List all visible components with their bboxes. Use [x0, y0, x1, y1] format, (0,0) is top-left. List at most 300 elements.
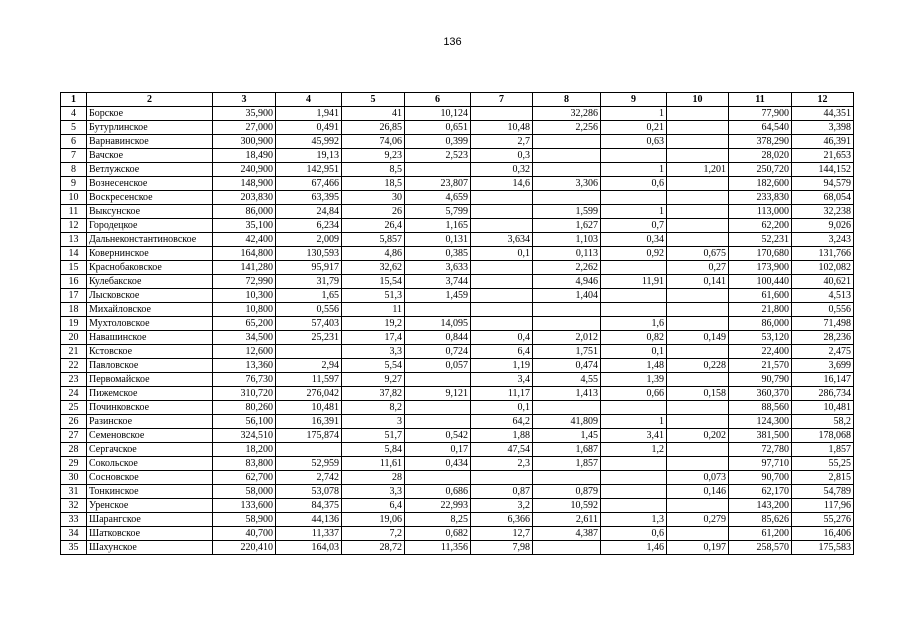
value-cell: 324,510: [213, 429, 276, 443]
table-row: [61, 121, 854, 135]
value-cell: 0,399: [405, 135, 471, 149]
district-name-cell: Шатковское: [87, 527, 213, 541]
table-row: [61, 149, 854, 163]
value-cell: 124,300: [729, 415, 792, 429]
row-number-cell: 7: [61, 149, 87, 163]
value-cell: 0,3: [471, 149, 533, 163]
value-cell: [471, 219, 533, 233]
value-cell: 19,06: [342, 513, 405, 527]
value-cell: 4,946: [533, 275, 601, 289]
district-name-cell: Первомайское: [87, 373, 213, 387]
row-number-cell: 12: [61, 219, 87, 233]
value-cell: 4,86: [342, 247, 405, 261]
value-cell: 1,165: [405, 219, 471, 233]
value-cell: 76,730: [213, 373, 276, 387]
row-number-cell: 22: [61, 359, 87, 373]
value-cell: 31,79: [276, 275, 342, 289]
value-cell: 11: [342, 303, 405, 317]
value-cell: 310,720: [213, 387, 276, 401]
value-cell: 12,7: [471, 527, 533, 541]
table-row: [61, 205, 854, 219]
value-cell: 3,2: [471, 499, 533, 513]
table-row: [61, 219, 854, 233]
value-cell: 21,800: [729, 303, 792, 317]
value-cell: 19,13: [276, 149, 342, 163]
value-cell: [667, 107, 729, 121]
row-number-cell: 26: [61, 415, 87, 429]
column-header-7: 7: [471, 93, 533, 107]
table-row: [61, 471, 854, 485]
value-cell: [601, 303, 667, 317]
value-cell: 11,17: [471, 387, 533, 401]
value-cell: 131,766: [792, 247, 854, 261]
column-header-3: 3: [213, 93, 276, 107]
value-cell: [667, 149, 729, 163]
value-cell: 63,395: [276, 191, 342, 205]
value-cell: 113,000: [729, 205, 792, 219]
row-number-cell: 16: [61, 275, 87, 289]
value-cell: 6,4: [471, 345, 533, 359]
value-cell: 3,634: [471, 233, 533, 247]
value-cell: 27,000: [213, 121, 276, 135]
value-cell: 62,170: [729, 485, 792, 499]
value-cell: 0,724: [405, 345, 471, 359]
value-cell: [533, 317, 601, 331]
value-cell: 203,830: [213, 191, 276, 205]
value-cell: 143,200: [729, 499, 792, 513]
value-cell: 58,000: [213, 485, 276, 499]
district-name-cell: Михайловское: [87, 303, 213, 317]
value-cell: 164,800: [213, 247, 276, 261]
value-cell: 5,84: [342, 443, 405, 457]
value-cell: 6,4: [342, 499, 405, 513]
district-name-cell: Выксунское: [87, 205, 213, 219]
value-cell: [533, 303, 601, 317]
table-row: [61, 541, 854, 555]
value-cell: 54,789: [792, 485, 854, 499]
data-table: [60, 92, 854, 555]
value-cell: 2,94: [276, 359, 342, 373]
value-cell: 2,742: [276, 471, 342, 485]
district-name-cell: Навашинское: [87, 331, 213, 345]
value-cell: 7,2: [342, 527, 405, 541]
value-cell: 173,900: [729, 261, 792, 275]
value-cell: 6,234: [276, 219, 342, 233]
value-cell: 28: [342, 471, 405, 485]
value-cell: 42,400: [213, 233, 276, 247]
table-row: [61, 303, 854, 317]
value-cell: [533, 135, 601, 149]
value-cell: [533, 163, 601, 177]
row-number-cell: 31: [61, 485, 87, 499]
value-cell: 1,857: [792, 443, 854, 457]
value-cell: 1,751: [533, 345, 601, 359]
value-cell: 30: [342, 191, 405, 205]
value-cell: 381,500: [729, 429, 792, 443]
value-cell: [667, 415, 729, 429]
table-row: [61, 429, 854, 443]
value-cell: 1,88: [471, 429, 533, 443]
value-cell: 1,413: [533, 387, 601, 401]
district-name-cell: Борское: [87, 107, 213, 121]
value-cell: 164,03: [276, 541, 342, 555]
row-number-cell: 15: [61, 261, 87, 275]
value-cell: 24,84: [276, 205, 342, 219]
value-cell: 1,46: [601, 541, 667, 555]
value-cell: 3,41: [601, 429, 667, 443]
value-cell: 95,917: [276, 261, 342, 275]
row-number-cell: 17: [61, 289, 87, 303]
table-row: [61, 513, 854, 527]
value-cell: 1,48: [601, 359, 667, 373]
district-name-cell: Семеновское: [87, 429, 213, 443]
value-cell: 0,682: [405, 527, 471, 541]
value-cell: 250,720: [729, 163, 792, 177]
district-name-cell: Сергачское: [87, 443, 213, 457]
value-cell: 52,959: [276, 457, 342, 471]
value-cell: 0,6: [601, 527, 667, 541]
value-cell: 84,375: [276, 499, 342, 513]
value-cell: 0,202: [667, 429, 729, 443]
value-cell: [471, 317, 533, 331]
value-cell: 0,675: [667, 247, 729, 261]
value-cell: 175,583: [792, 541, 854, 555]
value-cell: 0,434: [405, 457, 471, 471]
value-cell: 55,25: [792, 457, 854, 471]
value-cell: [533, 471, 601, 485]
value-cell: 2,262: [533, 261, 601, 275]
value-cell: 0,146: [667, 485, 729, 499]
table-row: [61, 331, 854, 345]
value-cell: 1,687: [533, 443, 601, 457]
district-name-cell: Ветлужское: [87, 163, 213, 177]
value-cell: 0,879: [533, 485, 601, 499]
value-cell: 53,120: [729, 331, 792, 345]
value-cell: 26: [342, 205, 405, 219]
value-cell: 378,290: [729, 135, 792, 149]
value-cell: 1,45: [533, 429, 601, 443]
value-cell: [405, 303, 471, 317]
value-cell: 10,592: [533, 499, 601, 513]
value-cell: 102,082: [792, 261, 854, 275]
value-cell: 47,54: [471, 443, 533, 457]
value-cell: 35,900: [213, 107, 276, 121]
table-row: [61, 135, 854, 149]
value-cell: 4,659: [405, 191, 471, 205]
row-number-cell: 29: [61, 457, 87, 471]
value-cell: 28,72: [342, 541, 405, 555]
value-cell: 0,7: [601, 219, 667, 233]
value-cell: 15,54: [342, 275, 405, 289]
row-number-cell: 28: [61, 443, 87, 457]
district-name-cell: Павловское: [87, 359, 213, 373]
table-body: [61, 107, 854, 555]
value-cell: [667, 177, 729, 191]
value-cell: [601, 191, 667, 205]
value-cell: 0,63: [601, 135, 667, 149]
value-cell: 10,481: [792, 401, 854, 415]
value-cell: [471, 191, 533, 205]
value-cell: 10,124: [405, 107, 471, 121]
row-number-cell: 19: [61, 317, 87, 331]
value-cell: [471, 471, 533, 485]
value-cell: 1,459: [405, 289, 471, 303]
value-cell: [667, 401, 729, 415]
value-cell: 5,857: [342, 233, 405, 247]
value-cell: [405, 401, 471, 415]
value-cell: 2,475: [792, 345, 854, 359]
row-number-cell: 24: [61, 387, 87, 401]
value-cell: [533, 541, 601, 555]
value-cell: 1: [601, 107, 667, 121]
value-cell: 1: [601, 163, 667, 177]
value-cell: [276, 345, 342, 359]
value-cell: 10,800: [213, 303, 276, 317]
value-cell: 1,39: [601, 373, 667, 387]
value-cell: 26,85: [342, 121, 405, 135]
value-cell: 0,1: [471, 247, 533, 261]
table-row: [61, 275, 854, 289]
table-row: [61, 247, 854, 261]
value-cell: 1,3: [601, 513, 667, 527]
value-cell: 16,391: [276, 415, 342, 429]
value-cell: 26,4: [342, 219, 405, 233]
value-cell: 0,82: [601, 331, 667, 345]
value-cell: 51,3: [342, 289, 405, 303]
district-name-cell: Пижемское: [87, 387, 213, 401]
value-cell: 58,2: [792, 415, 854, 429]
value-cell: 18,490: [213, 149, 276, 163]
value-cell: 9,026: [792, 219, 854, 233]
value-cell: 11,61: [342, 457, 405, 471]
value-cell: 14,095: [405, 317, 471, 331]
value-cell: 6,366: [471, 513, 533, 527]
value-cell: 0,158: [667, 387, 729, 401]
value-cell: 4,513: [792, 289, 854, 303]
value-cell: 22,400: [729, 345, 792, 359]
value-cell: [533, 401, 601, 415]
value-cell: 0,686: [405, 485, 471, 499]
table-row: [61, 177, 854, 191]
row-number-cell: 6: [61, 135, 87, 149]
district-name-cell: Вознесенское: [87, 177, 213, 191]
district-name-cell: Разинское: [87, 415, 213, 429]
value-cell: 3,3: [342, 345, 405, 359]
district-name-cell: Тонкинское: [87, 485, 213, 499]
value-cell: 117,96: [792, 499, 854, 513]
value-cell: 17,4: [342, 331, 405, 345]
value-cell: 178,068: [792, 429, 854, 443]
value-cell: 2,009: [276, 233, 342, 247]
value-cell: 300,900: [213, 135, 276, 149]
value-cell: 0,32: [471, 163, 533, 177]
row-number-cell: 5: [61, 121, 87, 135]
value-cell: 19,2: [342, 317, 405, 331]
value-cell: [667, 443, 729, 457]
value-cell: 1,627: [533, 219, 601, 233]
value-cell: 0,6: [601, 177, 667, 191]
value-cell: [601, 149, 667, 163]
value-cell: 0,141: [667, 275, 729, 289]
value-cell: 2,611: [533, 513, 601, 527]
value-cell: [667, 121, 729, 135]
value-cell: 0,491: [276, 121, 342, 135]
value-cell: 57,403: [276, 317, 342, 331]
district-name-cell: Уренское: [87, 499, 213, 513]
value-cell: 32,238: [792, 205, 854, 219]
row-number-cell: 21: [61, 345, 87, 359]
value-cell: 3,4: [471, 373, 533, 387]
value-cell: 1,6: [601, 317, 667, 331]
value-cell: 52,231: [729, 233, 792, 247]
value-cell: 0,651: [405, 121, 471, 135]
value-cell: 100,440: [729, 275, 792, 289]
value-cell: 286,734: [792, 387, 854, 401]
value-cell: 22,993: [405, 499, 471, 513]
value-cell: 72,990: [213, 275, 276, 289]
value-cell: [667, 457, 729, 471]
column-header-11: 11: [729, 93, 792, 107]
value-cell: 141,280: [213, 261, 276, 275]
value-cell: 46,391: [792, 135, 854, 149]
value-cell: [405, 471, 471, 485]
table-row: [61, 499, 854, 513]
column-header-4: 4: [276, 93, 342, 107]
value-cell: 1: [601, 205, 667, 219]
value-cell: 28,236: [792, 331, 854, 345]
value-cell: 240,900: [213, 163, 276, 177]
value-cell: 1,941: [276, 107, 342, 121]
value-cell: 64,540: [729, 121, 792, 135]
value-cell: [405, 163, 471, 177]
district-name-cell: Городецкое: [87, 219, 213, 233]
row-number-cell: 4: [61, 107, 87, 121]
value-cell: 90,700: [729, 471, 792, 485]
table-row: [61, 457, 854, 471]
value-cell: [601, 401, 667, 415]
value-cell: 0,228: [667, 359, 729, 373]
value-cell: 2,012: [533, 331, 601, 345]
district-name-cell: Вачское: [87, 149, 213, 163]
value-cell: [471, 275, 533, 289]
value-cell: 1,65: [276, 289, 342, 303]
value-cell: 2,815: [792, 471, 854, 485]
value-cell: [667, 527, 729, 541]
row-number-cell: 33: [61, 513, 87, 527]
district-name-cell: Кулебакское: [87, 275, 213, 289]
value-cell: [405, 373, 471, 387]
value-cell: 4,387: [533, 527, 601, 541]
value-cell: 0,1: [601, 345, 667, 359]
table-row: [61, 373, 854, 387]
value-cell: 10,300: [213, 289, 276, 303]
value-cell: 72,780: [729, 443, 792, 457]
value-cell: 0,385: [405, 247, 471, 261]
district-name-cell: Мухтоловское: [87, 317, 213, 331]
district-name-cell: Сосновское: [87, 471, 213, 485]
value-cell: 3,306: [533, 177, 601, 191]
value-cell: 16,147: [792, 373, 854, 387]
value-cell: 80,260: [213, 401, 276, 415]
value-cell: 16,406: [792, 527, 854, 541]
value-cell: [667, 345, 729, 359]
value-cell: 360,370: [729, 387, 792, 401]
value-cell: [667, 317, 729, 331]
row-number-cell: 13: [61, 233, 87, 247]
value-cell: 1,2: [601, 443, 667, 457]
value-cell: 2,3: [471, 457, 533, 471]
value-cell: 0,21: [601, 121, 667, 135]
value-cell: 8,2: [342, 401, 405, 415]
value-cell: 9,27: [342, 373, 405, 387]
value-cell: 130,593: [276, 247, 342, 261]
value-cell: 45,992: [276, 135, 342, 149]
value-cell: 142,951: [276, 163, 342, 177]
value-cell: [471, 261, 533, 275]
value-cell: 276,042: [276, 387, 342, 401]
value-cell: 0,131: [405, 233, 471, 247]
value-cell: 86,000: [729, 317, 792, 331]
row-number-cell: 32: [61, 499, 87, 513]
value-cell: 1,599: [533, 205, 601, 219]
value-cell: 58,900: [213, 513, 276, 527]
value-cell: 62,200: [729, 219, 792, 233]
value-cell: 94,579: [792, 177, 854, 191]
table-row: [61, 191, 854, 205]
value-cell: [667, 205, 729, 219]
value-cell: 40,621: [792, 275, 854, 289]
value-cell: 3,3: [342, 485, 405, 499]
value-cell: [667, 373, 729, 387]
value-cell: 8,5: [342, 163, 405, 177]
district-name-cell: Починковское: [87, 401, 213, 415]
value-cell: 2,523: [405, 149, 471, 163]
value-cell: 0,073: [667, 471, 729, 485]
table-row: [61, 401, 854, 415]
column-header-6: 6: [405, 93, 471, 107]
value-cell: 51,7: [342, 429, 405, 443]
value-cell: 13,360: [213, 359, 276, 373]
value-cell: 61,600: [729, 289, 792, 303]
value-cell: 133,600: [213, 499, 276, 513]
value-cell: 233,830: [729, 191, 792, 205]
value-cell: 1,857: [533, 457, 601, 471]
value-cell: 0,556: [276, 303, 342, 317]
row-number-cell: 14: [61, 247, 87, 261]
value-cell: 18,200: [213, 443, 276, 457]
value-cell: 0,474: [533, 359, 601, 373]
value-cell: 0,279: [667, 513, 729, 527]
value-cell: 71,498: [792, 317, 854, 331]
value-cell: [601, 289, 667, 303]
value-cell: 23,807: [405, 177, 471, 191]
value-cell: 14,6: [471, 177, 533, 191]
value-cell: 67,466: [276, 177, 342, 191]
value-cell: [601, 457, 667, 471]
value-cell: 3: [342, 415, 405, 429]
district-name-cell: Сокольское: [87, 457, 213, 471]
value-cell: 65,200: [213, 317, 276, 331]
value-cell: [471, 205, 533, 219]
value-cell: 0,057: [405, 359, 471, 373]
column-header-1: 1: [61, 93, 87, 107]
column-header-9: 9: [601, 93, 667, 107]
value-cell: 3,243: [792, 233, 854, 247]
value-cell: [601, 499, 667, 513]
value-cell: 11,597: [276, 373, 342, 387]
value-cell: 28,020: [729, 149, 792, 163]
value-cell: 0,197: [667, 541, 729, 555]
